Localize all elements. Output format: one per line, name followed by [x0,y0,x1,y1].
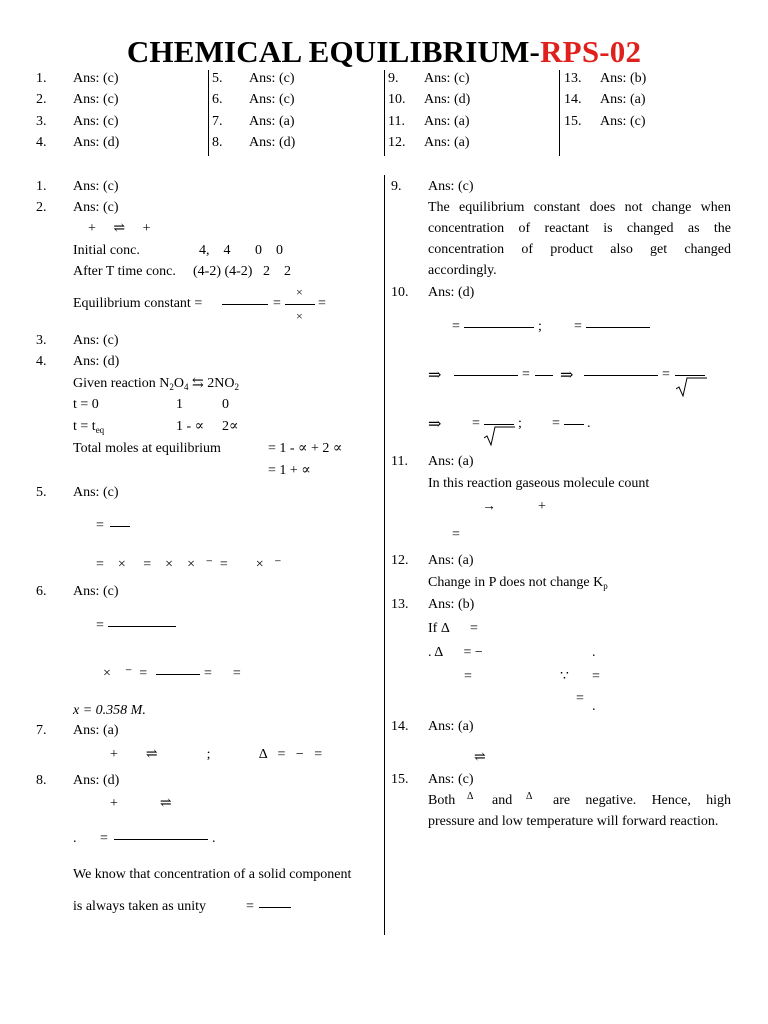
implies-icon: ⇒ [428,416,442,433]
fraction-bar [114,839,208,840]
key-num: 15. [564,114,582,129]
q15-and: and [492,793,513,808]
q6-answer: Ans: (c) [73,584,119,599]
q12-answer: Ans: (a) [428,553,474,568]
because-icon: ∵ [560,669,569,684]
q4-t0-label: t = 0 [73,397,99,412]
q11-line2: = [452,527,460,542]
key-num: 3. [36,114,47,129]
key-ans: Ans: (b) [600,71,647,86]
title-main: CHEMICAL EQUILIBRIUM- [126,34,541,69]
q10-l3-eq1: = [472,416,480,431]
column-divider [384,175,385,935]
key-ans: Ans: (c) [73,92,119,107]
delta-icon: Δ [467,791,474,802]
title-code: RPS-02 [540,34,642,69]
q15-both: Both [428,793,456,808]
q10-answer: Ans: (d) [428,285,475,300]
q8-know-line2: is always taken as unity [73,899,206,914]
q15-number: 15. [391,772,409,787]
q8-answer: Ans: (d) [73,773,120,788]
q10-number: 10. [391,285,409,300]
q10-l1-semicolon: ; [538,319,542,334]
key-num: 5. [212,71,223,86]
q1-number: 1. [36,179,47,194]
key-ans: Ans: (a) [424,135,470,150]
q2-number: 2. [36,200,47,215]
key-divider-3 [559,70,560,156]
key-ans: Ans: (a) [424,114,470,129]
q4-given: Given reaction $N_2O_4$ ⇆ $2NO_2$ [73,376,239,392]
q2-eq-times-bottom: × [296,309,303,323]
key-ans: Ans: (c) [249,92,295,107]
key-ans: Ans: (c) [600,114,646,129]
q9-number: 9. [391,179,402,194]
q2-initial-values: 4, 4 0 0 [199,243,283,258]
key-num: 4. [36,135,47,150]
q13-line3-eq: = [464,669,472,684]
key-ans: Ans: (a) [600,92,646,107]
key-ans: Ans: (d) [249,135,296,150]
fraction-bar [675,375,705,376]
q15-explanation: are negative. Hence, high pressure and low temperature will forward reaction. [428,793,731,829]
q7-answer: Ans: (a) [73,723,119,738]
fraction-bar [586,327,650,328]
q3-number: 3. [36,333,47,348]
q13-line4-eq: = [576,691,584,706]
q13-line2: . Δ = − [428,645,483,660]
q13-number: 13. [391,597,409,612]
q11-line1: → + [482,499,546,514]
key-ans: Ans: (d) [73,135,120,150]
q4-answer: Ans: (d) [73,354,120,369]
q4-total-value2: = 1 + ∝ [268,463,311,478]
q10-l1-eq2: = [574,319,582,334]
page-title [0,36,768,67]
q8-number: 8. [36,773,47,788]
q6-line2: × ⁻ = [103,666,148,681]
q13-line3-eq2: = [592,669,600,684]
q14-answer: Ans: (a) [428,719,474,734]
q10-l3-end: . [587,416,591,431]
q7-line1: + ⇌ ; Δ = − = [110,747,323,762]
fraction-bar [259,907,291,908]
q5-line1: = [96,518,104,533]
square-root-icon [484,426,516,446]
q4-teq-value1: 1 - ∝ [176,419,205,434]
q9-explanation: The equilibrium constant does not change when concentration of reactant is changed as the concentration of product also get changed accordingly. [428,200,731,278]
equilibrium-arrow-icon: ⇌ [474,750,486,765]
key-num: 13. [564,71,582,86]
fraction-bar [156,674,200,675]
q4-total-label: Total moles at equilibrium [73,441,221,456]
q8-line2-equals: = [100,831,108,846]
key-ans: Ans: (d) [424,92,471,107]
q15-answer: Ans: (c) [428,772,474,787]
q11-answer: Ans: (a) [428,454,474,469]
fraction-bar [464,327,534,328]
q11-explanation: In this reaction gaseous molecule count [428,476,650,491]
q2-eq-times-top: × [296,285,303,299]
q6-number: 6. [36,584,47,599]
fraction-bar [454,375,518,376]
key-divider-1 [208,70,209,156]
q14-number: 14. [391,719,409,734]
q12-explanation: Change in P does not change $K_p$ [428,575,608,591]
q4-t0-value1: 1 [176,397,183,412]
q6-result: x = 0.358 M. [73,703,146,718]
q13-line1: If Δ = [428,621,478,636]
q8-line2-end: . [212,831,216,846]
key-num: 2. [36,92,47,107]
key-ans: Ans: (c) [73,114,119,129]
key-ans: Ans: (c) [424,71,470,86]
q6-line1: = [96,618,104,633]
key-ans: Ans: (c) [249,71,295,86]
q10-l2-eq2: = [662,367,670,382]
key-num: 14. [564,92,582,107]
key-ans: Ans: (c) [73,71,119,86]
q9-answer: Ans: (c) [428,179,474,194]
fraction-bar [108,626,176,627]
q7-number: 7. [36,723,47,738]
key-num: 8. [212,135,223,150]
square-root-icon [676,377,708,397]
fraction-bar [584,375,658,376]
key-num: 9. [388,71,399,86]
q13-answer: Ans: (b) [428,597,475,612]
q3-answer: Ans: (c) [73,333,119,348]
q8-know-line1: We know that concentration of a solid component [73,867,352,882]
q4-t0-value2: 0 [222,397,229,412]
q2-answer: Ans: (c) [73,200,119,215]
q10-l3-semicolon: ; [518,416,522,431]
q5-number: 5. [36,485,47,500]
q12-number: 12. [391,553,409,568]
q4-number: 4. [36,354,47,369]
key-num: 11. [388,114,405,129]
q11-number: 11. [391,454,408,469]
q2-eq-equals: = [273,296,281,311]
fraction-bar [222,304,268,305]
q1-answer: Ans: (c) [73,179,119,194]
q2-after-label: After T time conc. [73,264,176,279]
q2-reaction: + ⇌ + [88,221,151,236]
key-num: 6. [212,92,223,107]
implies-icon: ⇒ [428,367,442,384]
q4-teq-label: $t = t_{eq}$ [73,419,105,435]
q2-eq-tail: = [318,296,326,311]
fraction-bar [110,526,130,527]
q10-l1-eq1: = [452,319,460,334]
q8-line2-dot: . [73,831,77,846]
q8-know-equals: = [246,899,254,914]
q4-teq-value2: 2∝ [222,419,239,434]
q2-eq-label: Equilibrium constant = [73,296,203,311]
delta-icon: Δ [526,791,533,802]
q13-line4-end: . [592,699,596,714]
q8-line1: + ⇌ [110,796,172,811]
q5-line2: = × = × × ⁻ = × ⁻ [96,557,282,572]
q4-total-value1: = 1 - ∝ + 2 ∝ [268,441,343,456]
fraction-bar [484,424,514,425]
key-num: 7. [212,114,223,129]
fraction-bar [564,424,584,425]
implies-icon: ⇒ [560,367,574,384]
key-divider-2 [384,70,385,156]
q2-after-values: (4-2) (4-2) 2 2 [193,264,291,279]
q5-answer: Ans: (c) [73,485,119,500]
key-ans: Ans: (a) [249,114,295,129]
fraction-bar [535,375,553,376]
q6-line2b: = = [204,666,241,681]
key-num: 1. [36,71,47,86]
key-num: 12. [388,135,406,150]
key-num: 10. [388,92,406,107]
q10-l3-eq2: = [552,416,560,431]
q10-l2-eq1: = [522,367,530,382]
q13-line2-end: . [592,645,596,660]
fraction-bar [285,304,315,305]
q2-initial-label: Initial conc. [73,243,140,258]
